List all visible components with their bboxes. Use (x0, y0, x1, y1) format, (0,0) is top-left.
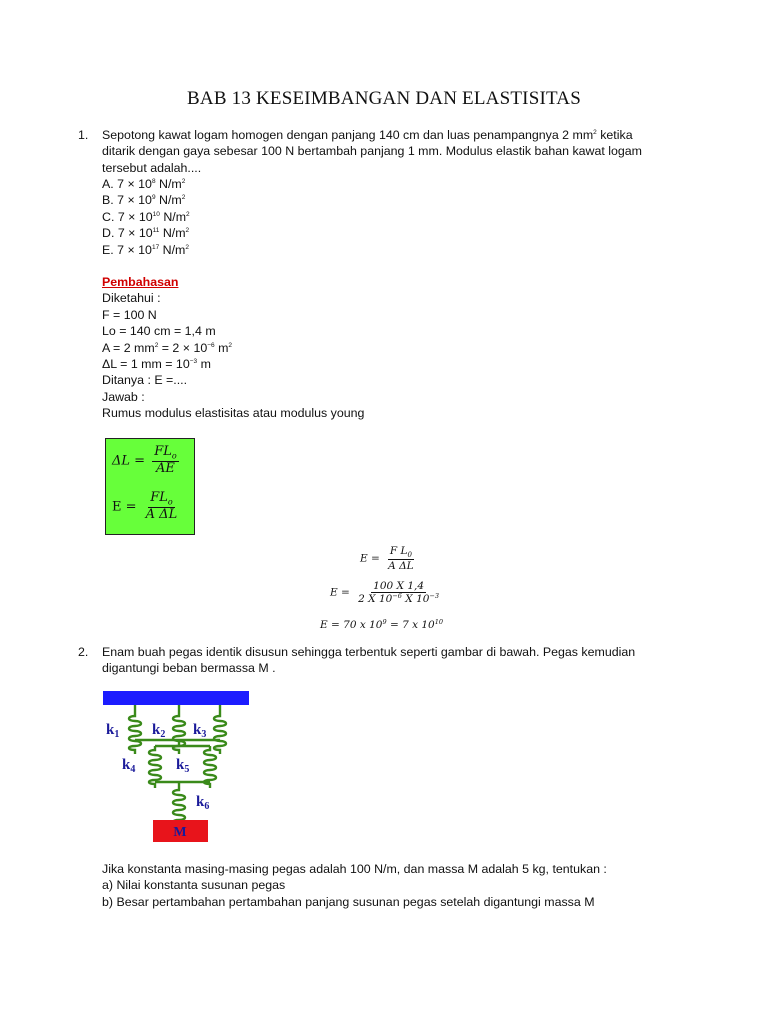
formula-delta-l: ΔL = $\frac{FL_o}{AE}$ (112, 444, 177, 476)
option-c: C. $7 \times 10^{10}$ $N/m^2$ (102, 209, 190, 224)
spring-system-figure (100, 688, 260, 846)
spring-k1 (129, 712, 141, 754)
label-k1: $k_1$ (106, 722, 120, 740)
question-2-number: 2. (78, 645, 89, 659)
solution-heading: Pembahasan (102, 275, 179, 289)
formula-e: E = $\frac{FL_o}{\text{A ΔL}}$ (112, 490, 178, 522)
option-d: D. $7 \times 10^{11}$ $N/m^2$ (102, 226, 190, 241)
label-k6: $k_6$ (196, 794, 210, 812)
calc-step-2: E = $\frac{100 X 1,4}{2 X 10^{-6} X 10^{-3}}$ (330, 580, 440, 606)
answer-options (102, 176, 190, 258)
page-title: BAB 13 KESEIMBANGAN DAN ELASTISITAS (187, 88, 581, 109)
area-line: A = 2 $mm^2 = 2 \times 10^{-6}$ $m^2$ (102, 340, 233, 355)
question-2-tasks: Jika konstanta masing-masing pegas adalah 100 N/m, dan massa M adalah 5 kg, tentukan : a) Nilai konstanta susunan pegas b) Besar pertambahan pertambahan panjang susunan pegas setelah digantungi massa M (102, 862, 607, 909)
option-e: E. $7 \times 10^{17}$ $N/m^2$ (102, 242, 189, 257)
label-k4: $k_4$ (122, 757, 136, 775)
label-k5: $k_5$ (176, 757, 190, 775)
question-1-number: 1. (78, 128, 89, 142)
option-b: B. $7 \times 10^9$ $N/m^2$ (102, 193, 186, 208)
delta-l-line: ΔL = 1 mm = $10^{-3}$ m (102, 357, 211, 372)
solution-block: Pembahasan Diketahui : F = 100 N Lo = 140 cm = 1,4 m A = 2 $mm^2 = 2 \times 10^{-6}$ $m^2$ ΔL = 1 mm = $10^{-3}$ m Ditanya : E =.... Jawab : Rumus modulus elastisitas atau modulus young (102, 275, 365, 421)
calc-step-1: E = $\frac{F L_0}{\text{A ΔL}}$ (360, 545, 414, 573)
mass-label: M (173, 825, 187, 840)
question-1-text: Sepotong kawat logam homogen dengan panjang 140 cm dan luas penampangnya 2 $mm^2$ ketika ditarik dengan gaya sebesar 100 N bertambah panjang 1 mm. Modulus elastik bahan kawat logam tersebut adalah.... (102, 128, 643, 175)
question-2-text: Enam buah pegas identik disusun sehingga terbentuk seperti gambar di bawah. Pegas kemudian digantungi beban bermassa M . (102, 645, 636, 676)
ceiling-bar (103, 691, 249, 705)
spring-k3 (214, 712, 226, 754)
spring-k2 (173, 712, 185, 754)
label-k3: $k_3$ (193, 722, 207, 740)
calc-step-3: E = 70 x $10^9 = 7$ x $10^{10}$ (320, 618, 444, 631)
formula-box (105, 438, 195, 535)
option-a: A. $7 \times 10^8$ $N/m^2$ (102, 177, 186, 191)
label-k2: $k_2$ (152, 722, 166, 740)
